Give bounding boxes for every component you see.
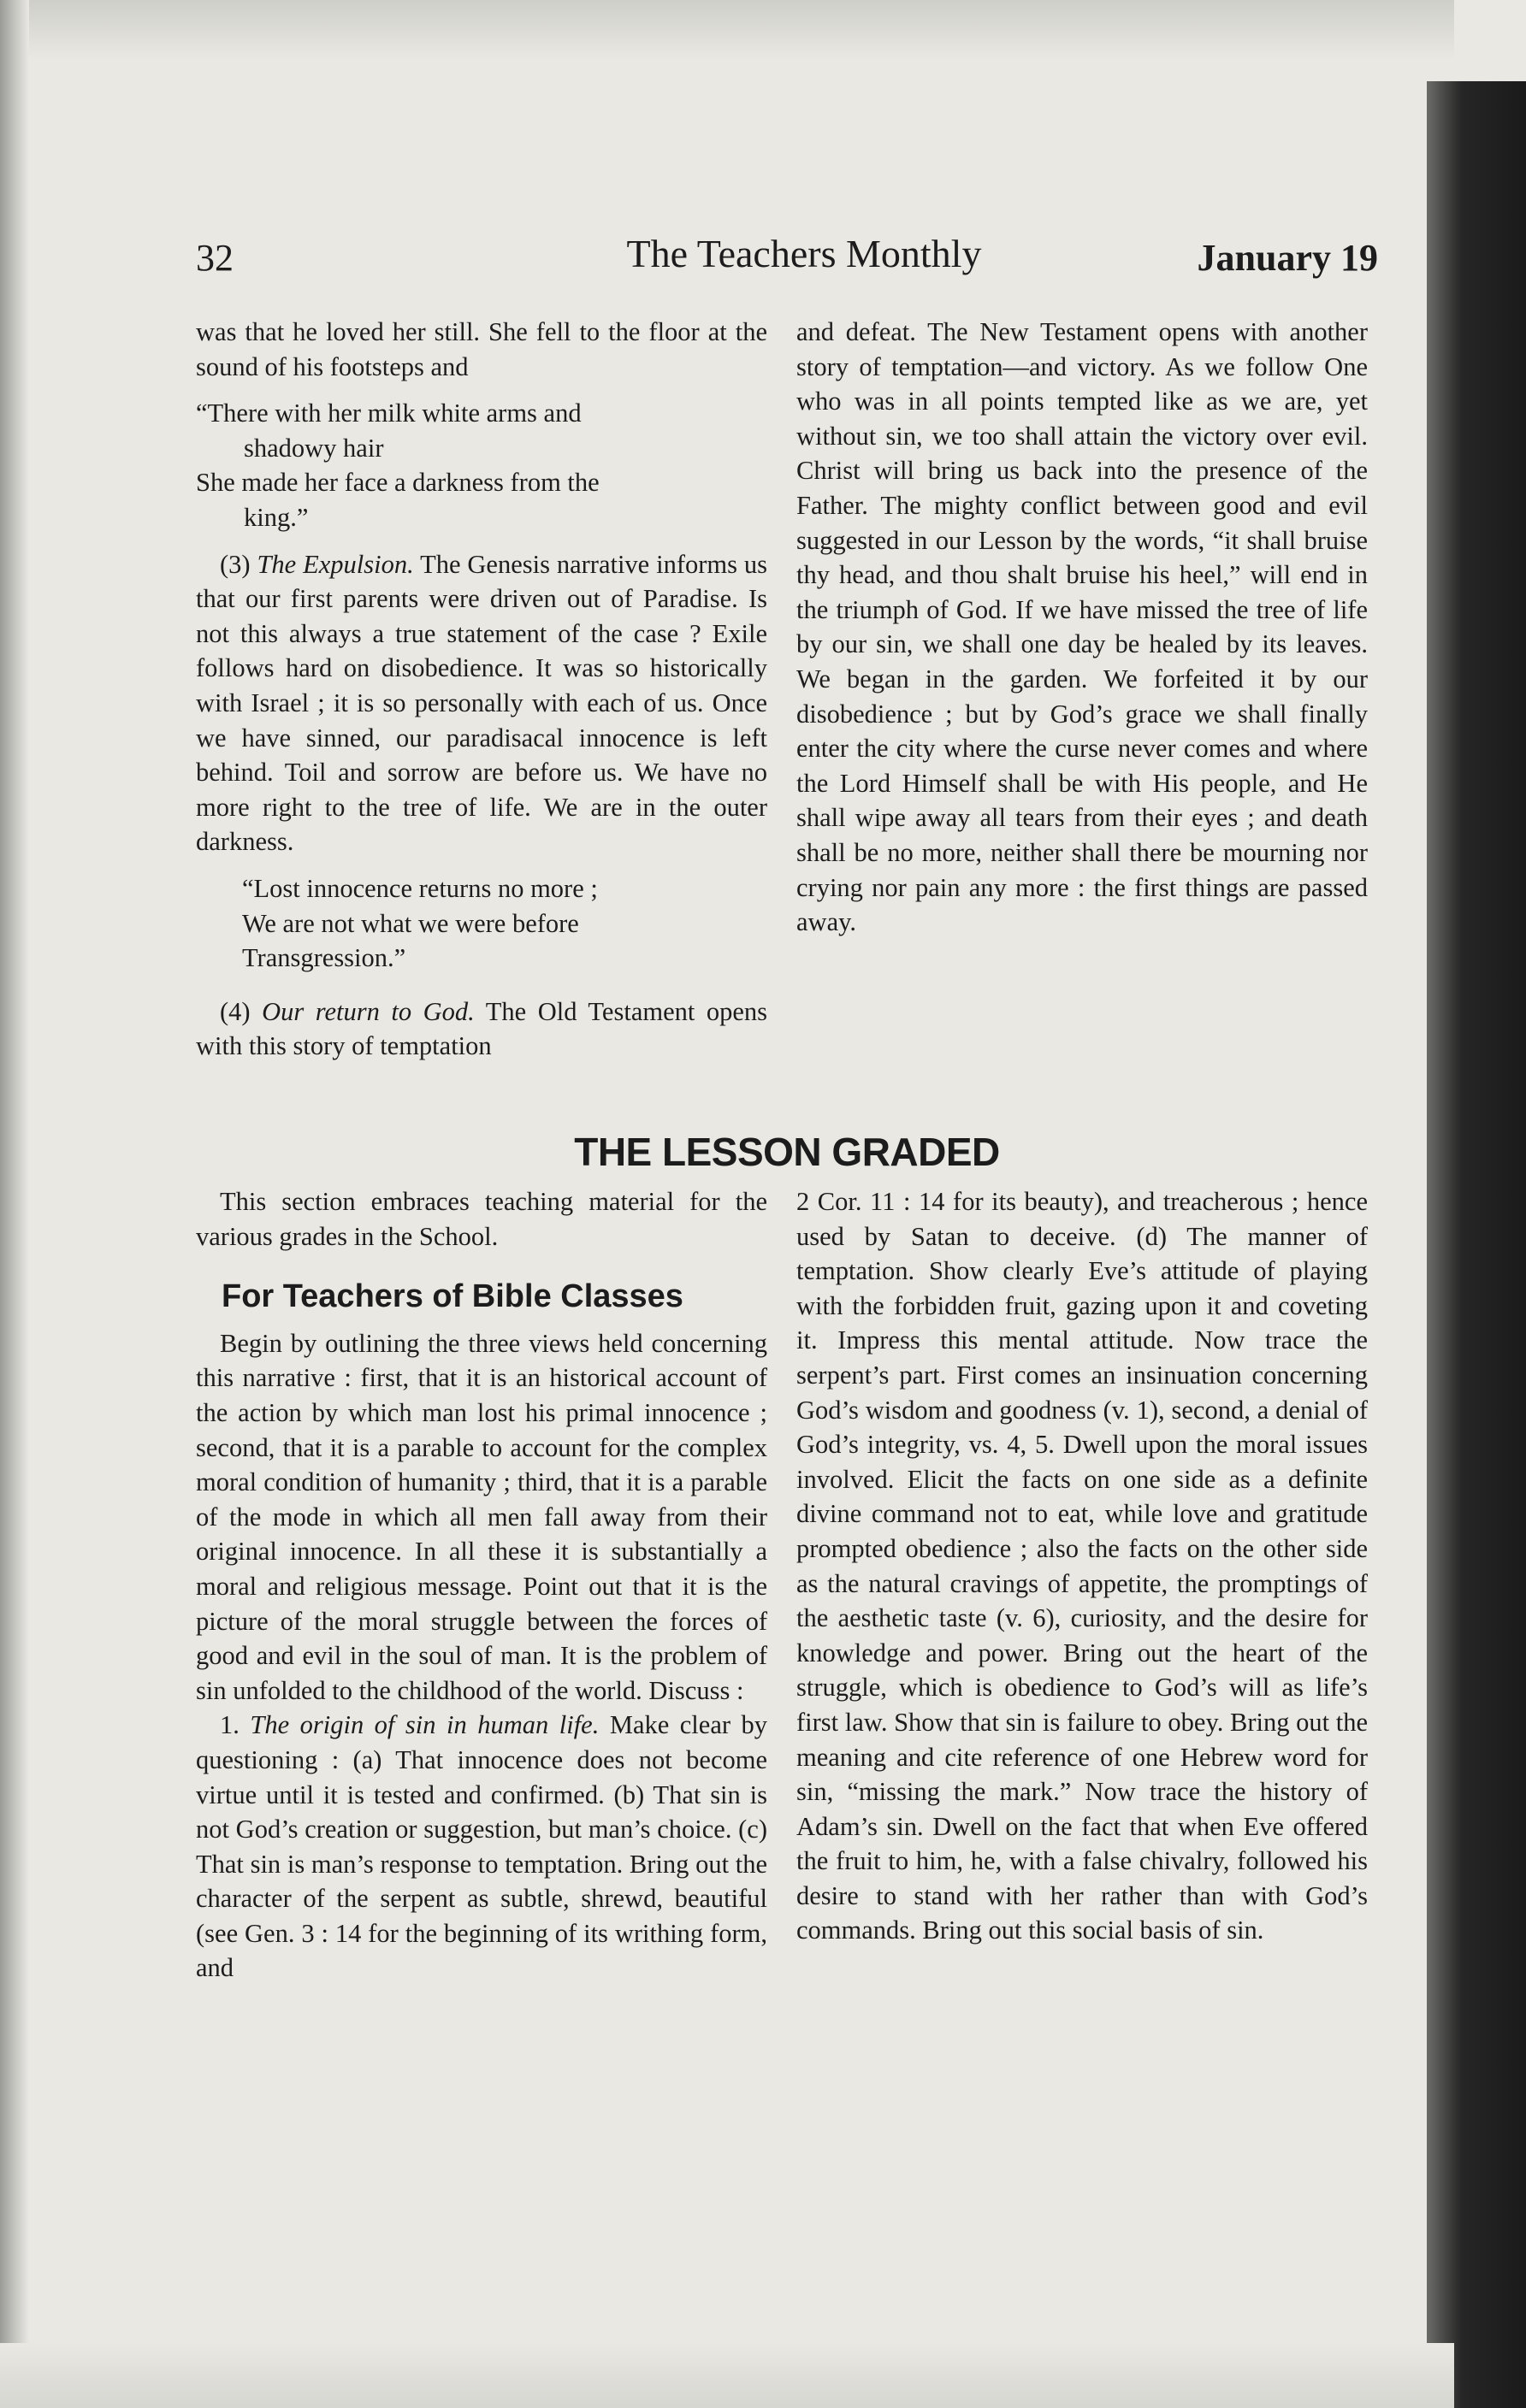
paragraph-number: 1. [220,1710,240,1740]
column-right-bottom [796,1184,1368,1948]
subheading: For Teachers of Bible Classes [222,1278,683,1315]
paragraph-origin-of-sin [196,1708,767,1986]
poem-line: We are not what we were before [242,908,579,938]
poem-quote-1 [196,396,767,534]
paragraph-continued: 2 Cor. 11 : 14 for its beauty), and treacherous ; hence used by Satan to deceive. (d) The manner of temptation. Show clearly Eve’s attitude of playing with the forbidden fruit, gazing upon it and coveting it. Impress this mental attitude. Now trace the serpent’s part. First comes an insinuation concerning God’s wisdom and goodness (v. 1), second, a denial of God’s integrity, vs. 4, 5. Dwell upon the moral issues involved. Elicit the facts on one side as a definite divine command not to eat, while love and gratitude prompted obedience ; also the facts on the other side as the natural cravings of appetite, the promptings of the aesthetic taste (v. 6), curiosity, and the desire for knowledge and power. Bring out the heart of the struggle, which is obedience to God’s will as life’s first law. Show that sin is failure to obey. Bring out the meaning and cite reference of one Hebrew word for sin, “missing the mark.” Now trace the history of Adam’s sin. Dwell on the fact that when Eve offered the fruit to him, he, with a false chivalry, followed his desire to stand with her rather than with God’s commands. Bring out this social basis of sin. [796,1187,1368,1945]
section-heading: THE LESSON GRADED [574,1130,1000,1174]
page-binding-shadow [1427,81,1526,2408]
scan-top-edge [0,0,1454,60]
section-intro: This section embraces teaching material for the various grades in the School. [196,1187,767,1251]
column-left-bottom [196,1184,767,1986]
poem-line: She made her face a darkness from the [196,468,600,498]
page-number: 32 [196,237,234,279]
poem-line: king.” [244,502,309,532]
poem-line: “Lost innocence returns no more ; [242,873,598,903]
paragraph-number: (4) [220,996,251,1026]
paragraph-title: Our return to God. [262,996,475,1026]
scan-bottom-edge [0,2343,1454,2408]
poem-line: “There with her milk white arms and [196,398,582,428]
column-left-top [196,315,767,1064]
paragraph-number: (3) [220,549,251,579]
paragraph-continued: and defeat. The New Testament opens with another story of temptation—and victory. As we follow One who was in all points tempted like as we are, yet without sin, we too shall attain the victory over evil. Christ will bring us back into the presence of the Father. The mighty conflict between good and evil suggested in our Lesson by the words, “it shall bruise thy head, and thou shalt bruise his heel,” will end in the triumph of God. If we have missed the tree of life by our sin, we shall one day be healed by its leaves. We began in the garden. We forfeited it by our disobedience ; but by God’s grace we shall finally enter the city where the curse never comes and where the Lord Himself shall be with His people, and He shall wipe away all tears from their eyes ; and death shall be no more, neither shall there be mourning nor crying nor pain any more : the first things are passed away. [796,317,1368,937]
paragraph-title: The origin of sin in human life. [250,1710,600,1740]
scan-left-edge [0,0,29,2408]
running-head [196,231,1378,291]
paragraph-body: The Genesis narrative informs us that our first parents were driven out of Paradise. Is not this always a true statement of the case ? Exile follows hard on disobedience. It was so historically with Israel ; it is so personally with each of us. Once we have sinned, our paradisacal innocence is left behind. Toil and sorrow are before us. We have no more right to the tree of life. We are in the outer darkness. [196,549,767,857]
issue-date: January 19 [1197,237,1378,279]
poem-line: Transgression.” [242,943,406,973]
journal-title: The Teachers Monthly [626,232,982,275]
paragraph-expulsion [196,547,767,859]
paragraph-body: Make clear by questioning : (a) That innocence does not become virtue until it is tested and confirmed. (b) That sin is not God’s creation or suggestion, but man’s choice. (c) That sin is man’s response to temptation. Bring out the character of the serpent as subtle, shrewd, beautiful (see Gen. 3 : 14 for the beginning of its writhing form, and [196,1710,768,1983]
paragraph-body: The Old Testament opens with this story of temptation [196,996,768,1061]
paragraph-outline: Begin by outlining the three views held concerning this narrative : first, that it is an historical account of the action by which man lost his primal innocence ; second, that it is a parable to account for the complex moral condition of humanity ; third, that it is a parable of the mode in which all men fall away from their original innocence. In all these it is substantially a moral and religious message. Point out that it is the picture of the moral struggle between the forces of good and evil in the soul of man. It is the problem of sin unfolded to the childhood of the world. Discuss : [196,1328,767,1705]
paragraph-title: The Expulsion. [257,549,414,579]
paragraph-return [196,994,767,1064]
poem-quote-2 [196,871,767,976]
column-right-top [796,315,1368,940]
paragraph-continued: was that he loved her still. She fell to the floor at the sound of his footsteps and [196,317,767,381]
poem-line: shadowy hair [244,433,384,463]
